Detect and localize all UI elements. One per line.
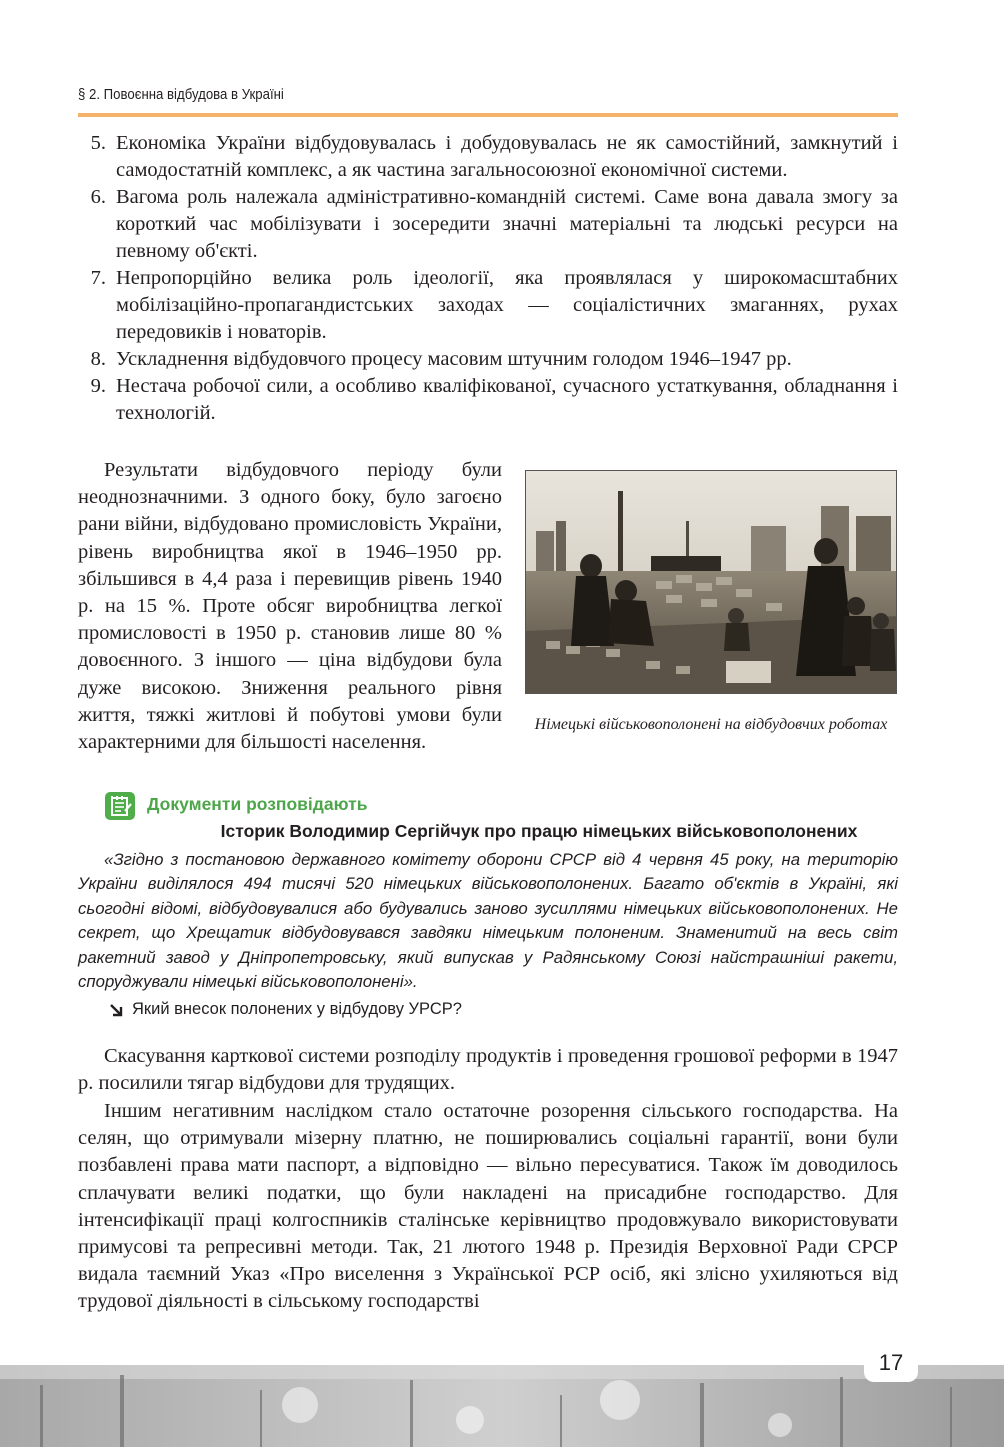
list-item: [78, 130, 898, 184]
body-paragraph: Іншим негативним наслідком стало остаточне розорення сільського господарства. На селян, що отримували мізерну платню, не поширювались соціальні гарантії, вони були позбавлені права мати паспорт, а відповідно — вільно пересуватися. Також їм доводилось сплачувати великі податки, що були накладені на присадибне господарство. Для інтенсифікації праці колгоспників сталінське керівництво продовжувало використовувати примусові та репресивні методи. Так, 21 лютого 1948 р. Президія Верховної Ради СРСР видала таємний Указ «Про виселення з Української РСР осіб, які злісно ухиляються від трудової діяльності в сільському господарстві: [78, 1100, 898, 1313]
list-item: [78, 373, 898, 427]
list-item-number: 9.: [90, 375, 106, 397]
review-question: [108, 1000, 462, 1019]
documents-section-title: Документи розповідають: [147, 794, 368, 814]
header-divider: [78, 113, 898, 117]
factors-list: [78, 130, 898, 427]
list-item: [78, 184, 898, 265]
list-item-number: 5.: [90, 132, 106, 154]
body-paragraph: Скасування карткової системи розподілу продуктів і проведення грошової реформи в 1947 р. посилили тягар відбудови для трудящих.: [78, 1045, 898, 1095]
list-item-number: 6.: [90, 186, 106, 208]
document-notebook-icon: [105, 792, 135, 820]
list-item: [78, 265, 898, 346]
footer-texture: [0, 1365, 1004, 1447]
list-item-text: Вагома роль належала адміністративно-командній системі. Саме вона давала змогу за короткий час мобілізувати і зосередити значні матеріальні та людські ресурси на певному об'єкті.: [116, 186, 898, 262]
historical-photo-pows: [525, 470, 897, 694]
list-item-number: 7.: [90, 267, 106, 289]
decorative-footer-photo: [0, 1365, 1004, 1447]
arrow-down-right-icon: [108, 1002, 124, 1018]
list-item-number: 8.: [90, 348, 106, 370]
list-item-text: Непропорційно велика роль ідеології, яка проявлялася у широкомасштабних мобілізаційно-пропагандистських заходах — соціалістичних змаганнях, рухах передовиків і новаторів.: [116, 267, 898, 343]
photo-caption: Німецькі військовополонені на відбудовчих роботах: [534, 716, 888, 733]
notebook-glyph: [105, 792, 135, 820]
list-item-text: Економіка України відбудовувалась і добудовувалась не як самостійний, замкнутий і самодостатній комплекс, а як частина загальносоюзної економічної системи.: [116, 132, 898, 181]
page-number: 17: [864, 1344, 918, 1382]
review-question-text: Який внесок полонених у відбудову УРСР?: [132, 1000, 462, 1018]
list-item-text: Нестача робочої сили, а особливо кваліфікованої, сучасного устаткування, обладнання і технологій.: [116, 375, 898, 424]
historian-quote: «Згідно з постановою державного комітету оборони СРСР від 4 червня 45 року, на територію України виділялося 494 тисячі 520 німецьких військовополонених. Багато об'єктів в Україні, які сьогодні відомі, відбудовувалися або будувались заново зусиллями німецьких військовополонених. Не секрет, що Хрещатик відбудовувався завдяки німецьким полоненим. Знаменитий на весь світ ракетний завод у Дніпропетровську, який випускав у Радянському Союзі найстрашніші ракети, споруджували німецькі військовополонені».: [78, 850, 898, 992]
list-item: [78, 346, 898, 373]
photo-illustration: [526, 471, 897, 694]
running-header: § 2. Повоєнна відбудова в Україні: [78, 86, 284, 103]
list-item-text: Ускладнення відбудовчого процесу масовим штучним голодом 1946–1947 рр.: [116, 348, 792, 370]
results-paragraph: Результати відбудовчого періоду були неоднозначними. З одного боку, було загоєно рани війни, відбудовано промисловість України, рівень виробництва якої в 1946–1950 рр. збільшився в 4,4 раза і перевищив рівень 1940 р. на 15 %. Проте обсяг виробництва легкої промисловості в 1950 р. становив лише 80 % довоєнного. З іншого — ціна відбудови була дуже високою. Зниження реального рівня життя, тяжкі житлові й побутові умови були характерними для більшості населення.: [78, 459, 502, 754]
documents-section-subtitle: Історик Володимир Сергійчук про працю німецьких військовополонених: [220, 821, 858, 841]
